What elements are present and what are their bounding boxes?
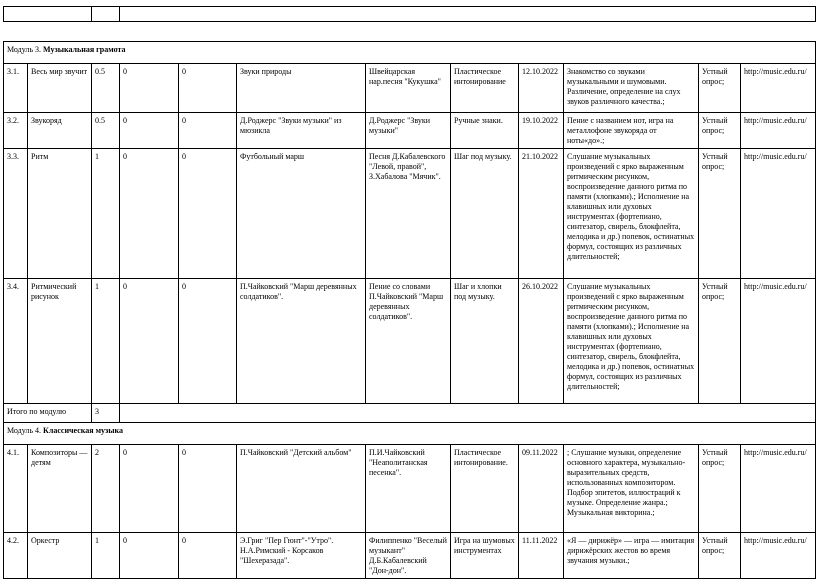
total-label: Итого по модулю [4,404,92,423]
control-hours: 0 [120,279,179,404]
lesson-date: 09.11.2022 [519,445,564,533]
lesson-number: 3.1. [4,64,28,113]
lesson-topic: Весь мир звучит [28,64,92,113]
module-header-row [4,42,816,64]
music-activity: Ручные знаки. [451,113,519,149]
singing-repertoire: Д.Роджерс "Звуки музыки" [366,113,451,149]
resource-link[interactable]: http://music.edu.ru/ [741,533,816,579]
singing-repertoire: Песня Д.Кабалевского "Левой, правой", З.Хабалова "Мячик". [366,149,451,279]
lesson-plan-table [3,41,816,579]
module-prefix: Модуль 3. [7,45,42,54]
singing-repertoire: Филиппенко "Веселый музыкант" Д.Б.Кабалевский "Дон-дон". [366,533,451,579]
module-title: Классическая музыка [43,426,123,435]
practical-hours: 0 [179,279,237,404]
activity-description: Слушание музыкальных произведений с ярко выраженным ритмическим рисунком, воспроизведение данного ритма по памяти (хлопками).; Исполнение на клавишных или духовых инструментах (фортепиано, синтезатор, свирель, блокфлейта, мелодика и др.) попевок, остинатных формул, состоящих из различных длительностей; [564,279,699,404]
table-cell [120,7,816,22]
lesson-hours: 1 [92,533,120,579]
lesson-number: 4.1. [4,445,28,533]
control-form: Устный опрос; [699,279,741,404]
lesson-date: 21.10.2022 [519,149,564,279]
table-row [4,279,816,404]
activity-description: ; Слушание музыки, определение основного характера, музыкально-выразительных средств, использованных композитором. Подбор эпитетов, иллюстраций к музыке. Определение жанра.; Музыкальная викторина.; [564,445,699,533]
module-prefix: Модуль 4. [7,426,42,435]
lesson-number: 3.3. [4,149,28,279]
table-row [4,113,816,149]
music-activity: Шаг и хлопки под музыку. [451,279,519,404]
music-activity: Пластическое интонирование [451,64,519,113]
practical-hours: 0 [179,113,237,149]
lesson-number: 4.2. [4,533,28,579]
practical-hours: 0 [179,533,237,579]
control-hours: 0 [120,113,179,149]
lesson-topic: Звукоряд [28,113,92,149]
lesson-date: 12.10.2022 [519,64,564,113]
control-form: Устный опрос; [699,149,741,279]
lesson-date: 11.11.2022 [519,533,564,579]
lesson-topic: Ритм [28,149,92,279]
activity-description: Знакомство со звуками музыкальными и шумовыми. Различение, определение на слух звуков различного качества.; [564,64,699,113]
control-hours: 0 [120,533,179,579]
music-activity: Игра на шумовых инструментах [451,533,519,579]
singing-repertoire: П.И.Чайковский "Неаполитанская песенка". [366,445,451,533]
resource-link[interactable]: http://music.edu.ru/ [741,279,816,404]
module-header [4,42,816,64]
practical-hours: 0 [179,149,237,279]
lesson-topic: Оркестр [28,533,92,579]
lesson-topic: Композиторы — детям [28,445,92,533]
lesson-hours: 0.5 [92,64,120,113]
top-table-fragment [3,6,816,22]
control-hours: 0 [120,64,179,113]
singing-repertoire: Пение со словами П.Чайковский "Марш деревянных солдатиков". [366,279,451,404]
lesson-topic: Ритмический рисунок [28,279,92,404]
listening-repertoire: П.Чайковский "Марш деревянных солдатиков". [237,279,366,404]
listening-repertoire: Д.Роджерс "Звуки музыки" из мюзикла [237,113,366,149]
module-header [4,423,816,445]
control-form: Устный опрос; [699,445,741,533]
lesson-hours: 1 [92,149,120,279]
lesson-date: 19.10.2022 [519,113,564,149]
lesson-hours: 1 [92,279,120,404]
control-form: Устный опрос; [699,113,741,149]
lesson-number: 3.2. [4,113,28,149]
activity-description: Пение с названием нот, игра на металлофоне звукоряда от ноты«до».; [564,113,699,149]
music-activity: Пластическое интонирование. [451,445,519,533]
music-activity: Шаг под музыку. [451,149,519,279]
table-row [4,7,816,22]
resource-link[interactable]: http://music.edu.ru/ [741,445,816,533]
module-total-row [4,404,816,423]
table-row [4,533,816,579]
listening-repertoire: Звуки природы [237,64,366,113]
control-hours: 0 [120,149,179,279]
lesson-hours: 2 [92,445,120,533]
listening-repertoire: П.Чайковский "Детский альбом" [237,445,366,533]
lesson-number: 3.4. [4,279,28,404]
table-cell [120,404,816,423]
singing-repertoire: Швейцарская нар.песня "Кукушка" [366,64,451,113]
control-form: Устный опрос; [699,533,741,579]
table-row [4,64,816,113]
module-title: Музыкальная грамота [43,45,126,54]
module-header-row [4,423,816,445]
control-hours: 0 [120,445,179,533]
resource-link[interactable]: http://music.edu.ru/ [741,113,816,149]
activity-description: Слушание музыкальных произведений с ярко выраженным ритмическим рисунком, воспроизведение данного ритма по памяти (хлопками).; Исполнение на клавишных или духовых инструментах (фортепиано, синтезатор, свирель, блокфлейта, мелодика и др.) попевок, остинатных формул, состоящих из различных длительностей; [564,149,699,279]
control-form: Устный опрос; [699,64,741,113]
total-value: 3 [92,404,120,423]
lesson-date: 26.10.2022 [519,279,564,404]
table-row [4,445,816,533]
practical-hours: 0 [179,64,237,113]
table-cell [92,7,120,22]
activity-description: «Я — дирижёр» — игра — имитация дирижёрских жестов во время звучания музыки.; [564,533,699,579]
table-row [4,149,816,279]
resource-link[interactable]: http://music.edu.ru/ [741,64,816,113]
table-cell [4,7,92,22]
lesson-hours: 0.5 [92,113,120,149]
practical-hours: 0 [179,445,237,533]
listening-repertoire: Э.Григ "Пер Гюнт"-"Утро". Н.А.Римский - Корсаков "Шехеразада". [237,533,366,579]
listening-repertoire: Футбольный марш [237,149,366,279]
resource-link[interactable]: http://music.edu.ru/ [741,149,816,279]
